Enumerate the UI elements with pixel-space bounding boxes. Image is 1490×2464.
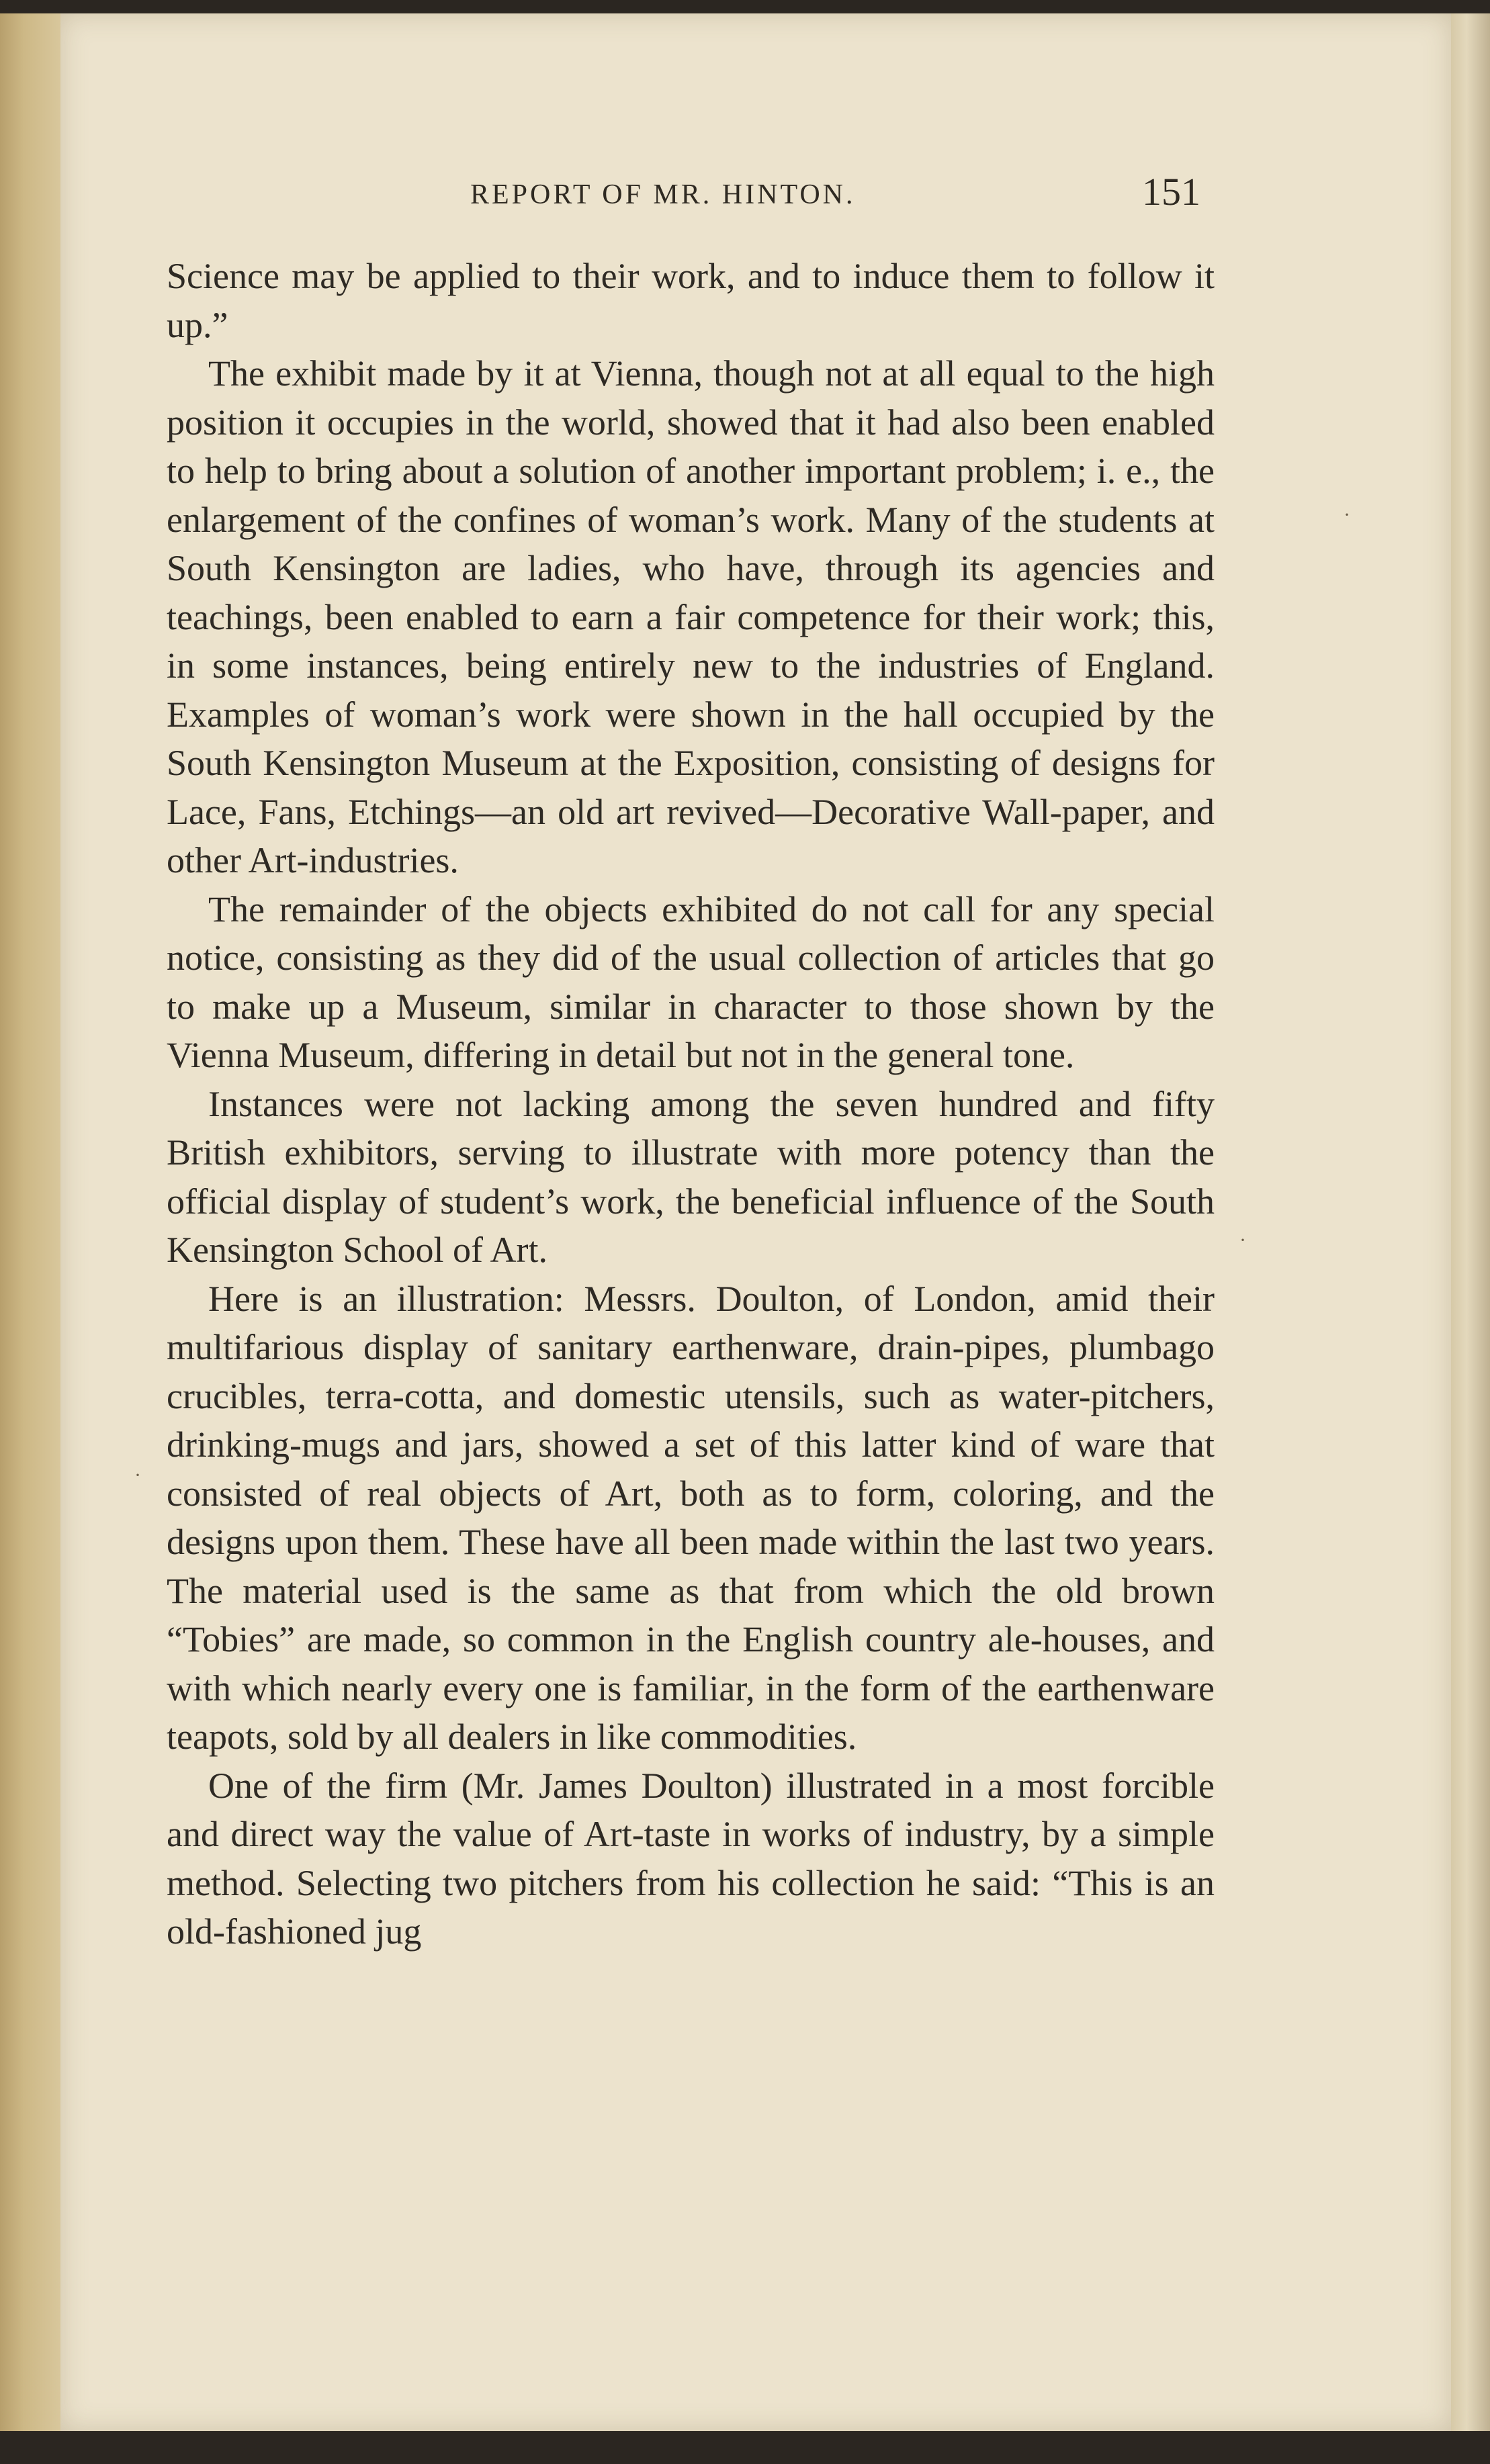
body-text [167,252,1215,1956]
left-page-edge [0,13,60,2431]
paragraph-2: The exhibit made by it at Vienna, though not at all equal to the high position it occupies in the world, showed that it had also been enabled to help to bring about a solution of another important problem; i. e., the enlargement of the confines of woman’s work. Many of the students at South Kensington are ladies, who have, through its agencies and teachings, been enabled to earn a fair competence for their work; this, in some instances, being entirely new to the industries of England. Examples of woman’s work were shown in the hall occupied by the South Kensington Museum at the Exposition, consisting of designs for Lace, Fans, Etchings—an old art revived—Decorative Wall-paper, and other Art-industries. [167,353,1215,880]
right-page-edge [1451,13,1490,2431]
running-head: REPORT OF MR. HINTON. [470,179,856,210]
margin-speck: · [1239,1229,1246,1251]
paragraph-1: Science may be applied to their work, and to induce them to follow it up.” [167,256,1215,345]
page-number: 151 [1142,170,1200,214]
paragraph-6: One of the firm (Mr. James Doulton) illustrated in a most forcible and direct way the value of Art-taste in works of industry, by a simple method. Selecting two pitchers from his collection he said: “This is an old-fashioned jug [167,1765,1215,1952]
page-header [0,168,1490,228]
paragraph-4: Instances were not lacking among the seven hundred and fifty British exhibitors, serving to illustrate with more potency than the official display of student’s work, the beneficial influence of the South Kensington School of Art. [167,1083,1215,1270]
paragraph-3: The remainder of the objects exhibited do not call for any special notice, consisting as they did of the usual collection of articles that go to make up a Museum, similar in character to those shown by the Vienna Museum, differing in detail but not in the general tone. [167,888,1215,1075]
paragraph-5: Here is an illustration: Messrs. Doulton, of London, amid their multifarious display of sanitary earthenware, drain-pipes, plumbago crucibles, terra-cotta, and domestic utensils, such as water-pitchers, drinking-mugs and jars, showed a set of this latter kind of ware that consisted of real objects of Art, both as to form, coloring, and the designs upon them. These have all been made within the last two years. The material used is the same as that from which the old brown “Tobies” are made, so common in the English country ale-houses, and with which nearly every one is familiar, in the form of the earthenware teapots, sold by all dealers in like commodities. [167,1278,1215,1757]
margin-speck: · [1344,504,1350,526]
margin-speck: · [134,1464,141,1486]
